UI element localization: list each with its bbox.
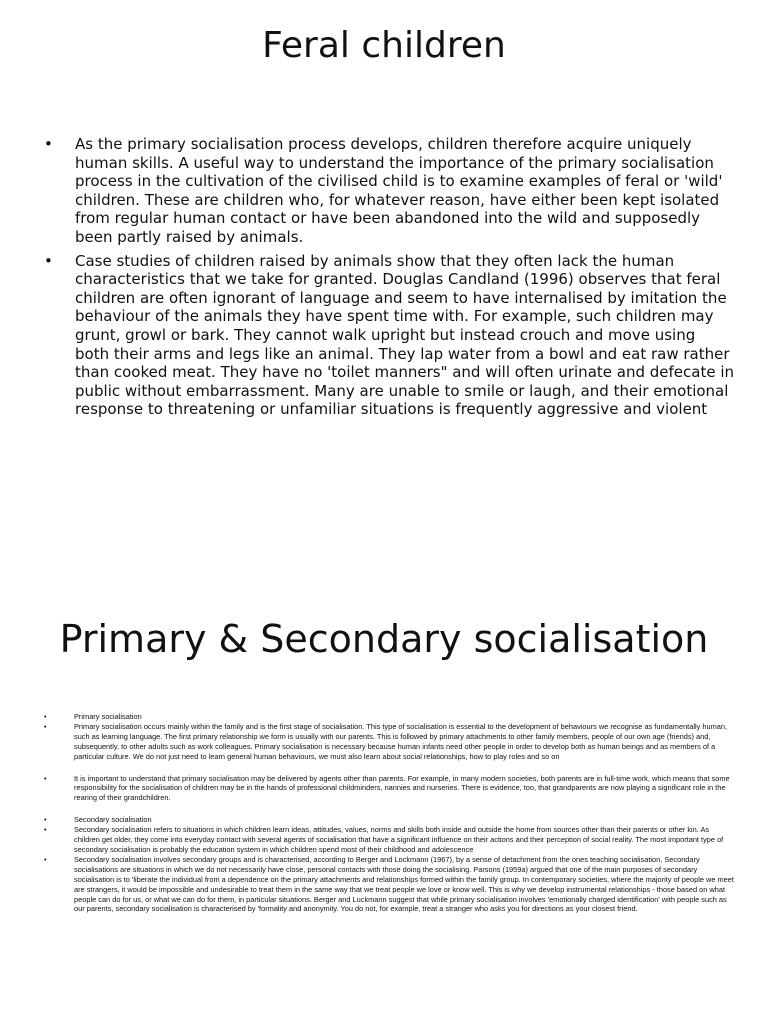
list-item-text: Case studies of children raised by animals show that they often lack the human characteristics that we take for granted. Douglas Candland (1996) observes that feral children are often ignorant of language and seem to have internalised by imitation the behaviour of the animals they have spent time with. For example, such children may grunt, growl or bark. They cannot walk upright but instead crouch and move using both their arms and legs like an animal. They lap water from a bowl and eat raw rather than cooked meat. They have no 'toilet manners" and will often urinate and defecate in public without embarrassment. Many are unable to smile or laugh, and their emotional response to threatening or unfamiliar situations is frequently aggressive and violent <box>75 251 734 419</box>
bullet-icon: • <box>44 773 47 783</box>
bullet-icon: • <box>44 135 53 153</box>
bullet-list <box>44 135 734 424</box>
list-item-text: It is important to understand that primary socialisation may be delivered by agents other than parents. For example, in many modern societies, both parents are in full-time work, which means that some responsibility for the socialisation of children may be in the hands of professional childminders, nannies and nurseries. There is evidence, too, that grandparents are now playing a significant role in the rearing of their grandchildren. <box>74 773 730 803</box>
list-item-text: Secondary socialisation <box>74 815 152 825</box>
list-item <box>44 815 734 825</box>
bullet-icon: • <box>44 712 47 721</box>
list-item-text: As the primary socialisation process develops, children therefore acquire uniquely human skills. A useful way to understand the importance of the primary socialisation process in the cultivation of the civilised child is to examine examples of feral or 'wild' children. These are children who, for whatever reason, have either been kept isolated from regular human contact or have been abandoned into the wild and supposedly been partly raised by animals. <box>75 135 723 246</box>
list-item <box>44 855 734 914</box>
list-item <box>44 825 734 855</box>
list-item <box>44 135 734 247</box>
list-item <box>44 252 734 419</box>
list-item-text: Primary socialisation occurs mainly within the family and is the first stage of socialisation. This type of socialisation is essential to the development of behaviours we recognise as fundamentally human, such as learning language. The first primary relationship we form is usually with our parents. This is followed by primary attachments to other family members, people of our own age (friends) and, subsequently, to other adults such as work colleagues. Primary socialisation is necessary because human infants need other people in order to develop both as human beings and as members of a particular culture. We do not just need to learn general human behaviours, we must also learn about social relationships, how to play roles and so on <box>74 721 728 761</box>
bullet-icon: • <box>44 251 53 270</box>
list-item <box>44 722 734 762</box>
bullet-icon: • <box>44 854 47 864</box>
list-item-text: Secondary socialisation refers to situations in which children learn ideas, attitudes, values, norms and skills both inside and outside the home from sources other than their parents or other kin. As children get older, they come into everyday contact with several agents of socialisation that have a significant influence on their actions and their perception of social reality. The most important type of secondary socialisation is probably the education system in which children spend most of their childhood and adolescence <box>74 825 724 854</box>
list-item-text: Secondary socialisation involves secondary groups and is characterised, according to Berger and Lockmann (1967), by a sense of detachment from the ones teaching socialisation, Secondary socialisations are situations in which we do not necessarily have close, personal contacts with those doing the socialising. Parsons (1959a) argued that one of the main purposes of secondary socialisation is to 'liberate the individual from a dependence on the primary attachments and relationships formed within the family group. In contemporary societies, where the majority of people we meet are strangers, it would be impossible and undesirable to treat them in the same way that we treat people we love or know well. This is why we develop instrumental relationships - those based on what people can do for us, or what we can do for them, in particular situations. Berger and Luckmann suggest that while primary socialisation involves 'emotionally charged identification' with people such as our parents, secondary socialisation is characterised by 'formality and anonymity. You do not, for example, treat a stranger who asks you for directions as your closest friend. <box>74 854 734 914</box>
bullet-list <box>44 712 734 914</box>
bullet-icon: • <box>44 721 47 731</box>
bullet-icon: • <box>44 815 47 825</box>
slide-title: Feral children <box>262 25 506 66</box>
list-item <box>44 712 734 722</box>
list-item-text: Primary socialisation <box>74 712 142 721</box>
bullet-icon: • <box>44 825 47 835</box>
slide-title: Primary & Secondary socialisation <box>59 617 709 661</box>
list-item <box>44 774 734 804</box>
slide-primary-secondary-socialisation <box>0 590 768 1020</box>
